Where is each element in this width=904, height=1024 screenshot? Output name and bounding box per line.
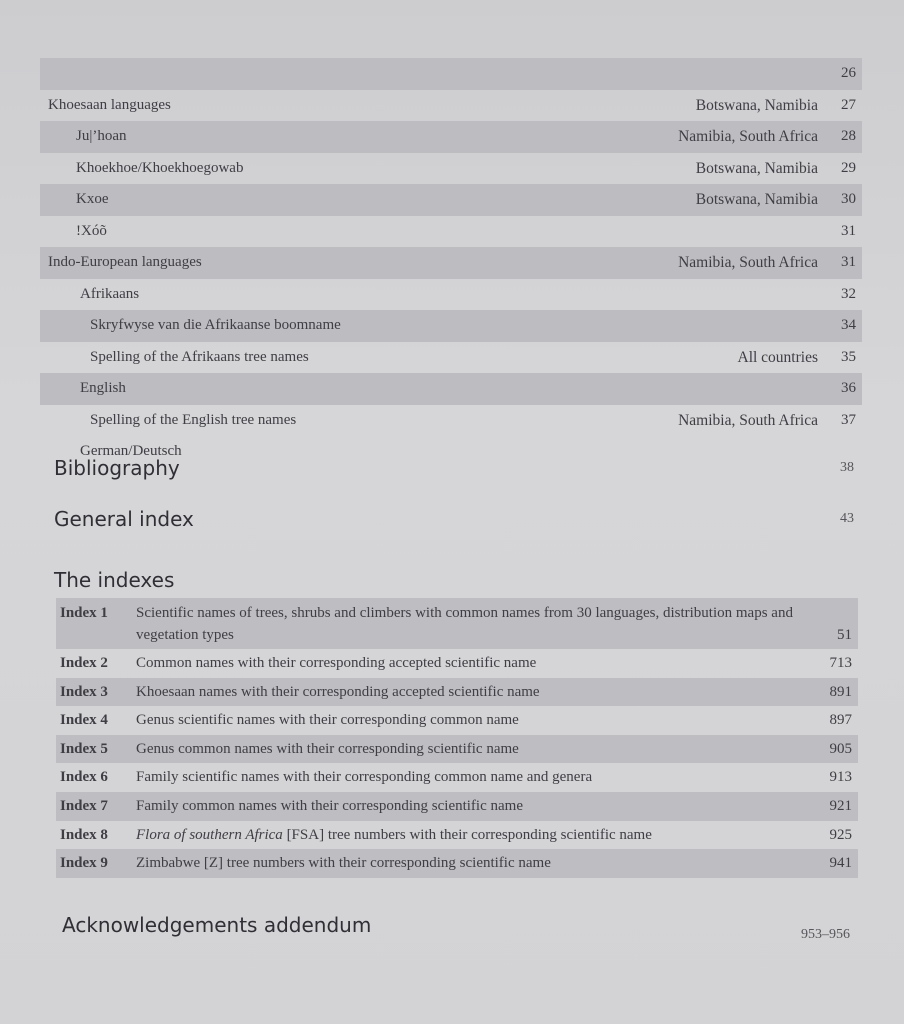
toc-label: Afrikaans bbox=[80, 285, 140, 302]
index-label: Index 8 bbox=[60, 826, 108, 843]
index-row[interactable] bbox=[56, 849, 858, 878]
toc-label: Khoesaan languages bbox=[48, 96, 171, 113]
toc-label: German/Deutsch bbox=[80, 443, 182, 459]
page-number: 31 bbox=[841, 254, 856, 270]
toc-row[interactable] bbox=[40, 279, 862, 311]
index-description: Genus common names with their corresponding scientific name bbox=[136, 740, 519, 757]
toc-label: !Xóõ bbox=[76, 222, 107, 239]
toc-row[interactable] bbox=[40, 58, 862, 90]
toc-label: Khoekhoe/Khoekhoegowab bbox=[76, 159, 244, 176]
index-row[interactable] bbox=[56, 792, 858, 821]
page-number: 37 bbox=[841, 411, 856, 428]
section-title: Bibliography bbox=[54, 456, 180, 480]
index-label: Index 4 bbox=[60, 712, 108, 729]
languages-list bbox=[40, 58, 862, 468]
toc-label: Spelling of the English tree names bbox=[90, 411, 297, 428]
toc-row[interactable] bbox=[40, 405, 862, 437]
index-description: Zimbabwe [Z] tree numbers with their corresponding scientific name bbox=[136, 855, 551, 872]
index-row[interactable] bbox=[56, 598, 858, 649]
toc-countries: Botswana, Namibia bbox=[695, 191, 818, 208]
page-number: 51 bbox=[837, 627, 852, 643]
page-number: 32 bbox=[841, 285, 856, 302]
page-number: 30 bbox=[841, 191, 856, 207]
index-label: Index 6 bbox=[60, 769, 108, 786]
page-number: 953–956 bbox=[801, 927, 850, 942]
section-the-indexes bbox=[54, 568, 860, 592]
toc-label: Kxoe bbox=[76, 191, 109, 207]
toc-countries: Namibia, South Africa bbox=[678, 411, 818, 429]
page-number: 891 bbox=[829, 683, 852, 700]
index-label: Index 9 bbox=[60, 855, 108, 872]
index-description: Scientific names of trees, shrubs and climbers with common names from 30 languages, distribution maps and vegetation types bbox=[136, 605, 793, 643]
page-number: 35 bbox=[841, 348, 856, 365]
page-number: 29 bbox=[841, 159, 856, 176]
index-label: Index 5 bbox=[60, 740, 108, 757]
toc-row[interactable] bbox=[40, 373, 862, 405]
index-row[interactable] bbox=[56, 706, 858, 735]
toc-label: Spelling of the Afrikaans tree names bbox=[90, 348, 309, 365]
index-description: Genus scientific names with their corresponding common name bbox=[136, 712, 519, 729]
toc-row[interactable] bbox=[40, 342, 862, 374]
toc-label: English bbox=[80, 380, 126, 396]
index-description: Common names with their corresponding accepted scientific name bbox=[136, 655, 537, 671]
page-number: 925 bbox=[829, 826, 852, 843]
index-row[interactable] bbox=[56, 678, 858, 707]
index-label: Index 1 bbox=[60, 605, 108, 621]
toc-label: Skryfwyse van die Afrikaanse boomname bbox=[90, 317, 341, 333]
section-bibliography[interactable] bbox=[54, 456, 860, 480]
page-number: 921 bbox=[829, 797, 852, 814]
page-number: 31 bbox=[841, 222, 856, 239]
page-number: 897 bbox=[829, 712, 852, 729]
toc-row[interactable] bbox=[40, 310, 862, 342]
section-acknowledgements[interactable] bbox=[62, 913, 856, 942]
section-title: General index bbox=[54, 507, 194, 531]
index-row[interactable] bbox=[56, 763, 858, 792]
toc-countries: All countries bbox=[737, 348, 818, 366]
page-number: 28 bbox=[841, 128, 856, 144]
index-description: Family common names with their corresponding scientific name bbox=[136, 797, 523, 814]
page-number: 36 bbox=[841, 380, 856, 396]
index-label: Index 3 bbox=[60, 683, 108, 700]
page-number: 26 bbox=[841, 65, 856, 81]
toc-row[interactable] bbox=[40, 247, 862, 279]
toc-countries: Namibia, South Africa bbox=[678, 254, 818, 271]
section-general-index[interactable] bbox=[54, 507, 860, 531]
index-row[interactable] bbox=[56, 735, 858, 764]
index-label: Index 2 bbox=[60, 655, 108, 671]
section-title: Acknowledgements addendum bbox=[62, 913, 372, 937]
index-description-rest: [FSA] tree numbers with their corresponding scientific name bbox=[282, 826, 652, 843]
index-description: Khoesaan names with their corresponding accepted scientific name bbox=[136, 683, 540, 700]
indexes-table bbox=[56, 598, 858, 878]
index-description bbox=[136, 821, 816, 850]
page-number: 913 bbox=[829, 769, 852, 786]
index-row[interactable] bbox=[56, 649, 858, 678]
toc-countries: Botswana, Namibia bbox=[695, 96, 818, 114]
toc-row[interactable] bbox=[40, 153, 862, 185]
page-number: 34 bbox=[841, 317, 856, 333]
toc-label: Ju|’hoan bbox=[76, 128, 127, 144]
page-number: 905 bbox=[829, 740, 852, 757]
page-number: 941 bbox=[829, 855, 852, 872]
page-number: 43 bbox=[840, 511, 854, 526]
index-description: Family scientific names with their corresponding common name and genera bbox=[136, 769, 593, 786]
page-number: 713 bbox=[829, 655, 852, 671]
toc-row[interactable] bbox=[40, 216, 862, 248]
toc-row[interactable] bbox=[40, 121, 862, 153]
index-row[interactable] bbox=[56, 821, 858, 850]
toc-row[interactable] bbox=[40, 90, 862, 122]
index-label: Index 7 bbox=[60, 797, 108, 814]
toc-countries: Botswana, Namibia bbox=[695, 159, 818, 177]
section-title: The indexes bbox=[54, 568, 175, 592]
toc-label: Indo-European languages bbox=[48, 254, 202, 270]
index-description-italic: Flora of southern Africa bbox=[136, 826, 283, 843]
page-number: 38 bbox=[840, 460, 854, 475]
page-number: 27 bbox=[841, 96, 856, 113]
toc-row[interactable] bbox=[40, 184, 862, 216]
toc-countries: Namibia, South Africa bbox=[678, 128, 818, 145]
